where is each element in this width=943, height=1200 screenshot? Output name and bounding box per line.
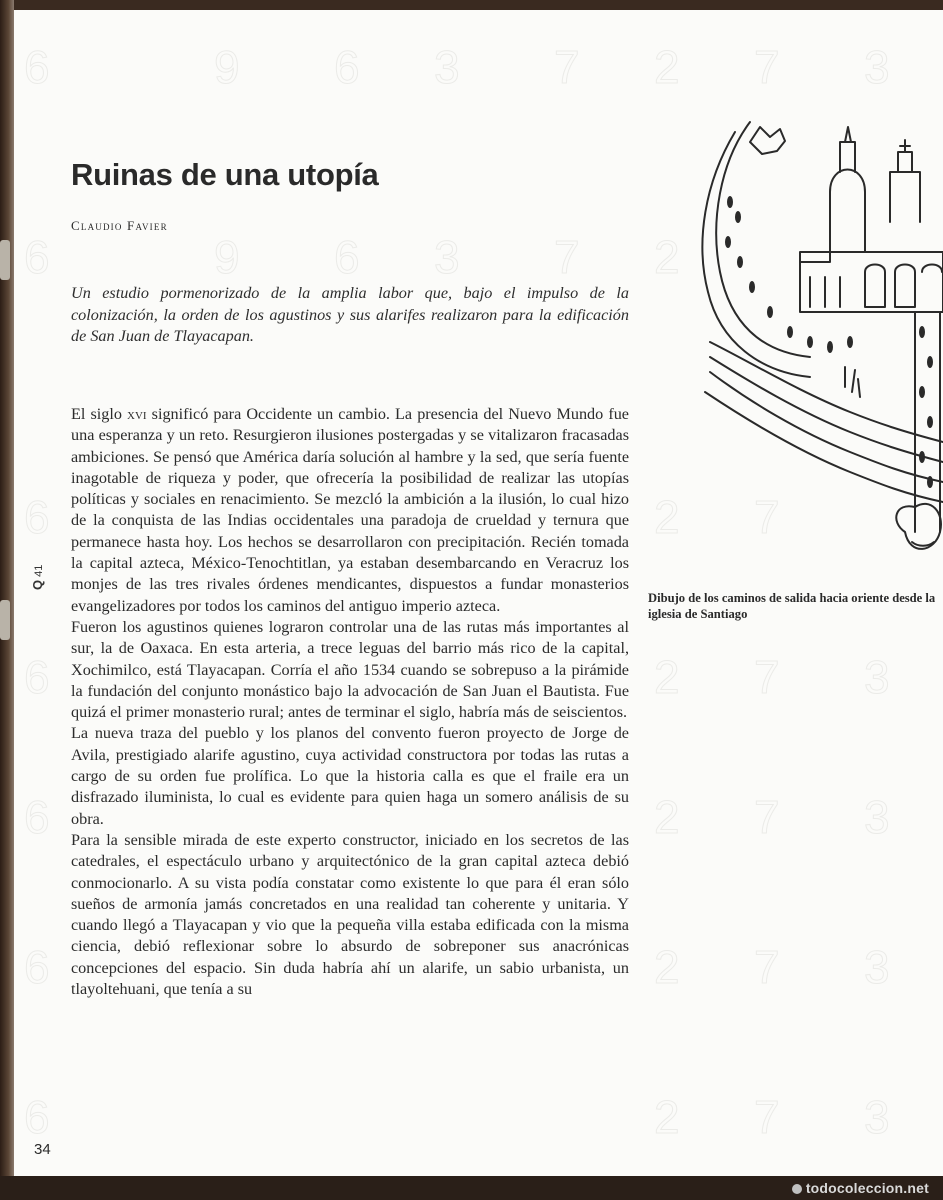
side-marker-number: 41 bbox=[33, 564, 45, 577]
page-edge-shadow bbox=[0, 0, 14, 1200]
watermark bbox=[792, 1180, 929, 1196]
side-marker-letter: Q bbox=[30, 579, 45, 590]
river-bank bbox=[710, 342, 943, 442]
article-author: Claudio Favier bbox=[71, 218, 168, 233]
side-marker bbox=[30, 565, 45, 590]
article-abstract: Un estudio pormenorizado de la amplia labor que, bajo el impulso de la colonización, la orden de los agustinos y sus alarifes realizaron para la edificación de San Juan de Tlayacapan. bbox=[71, 284, 629, 345]
page-number: 34 bbox=[34, 1141, 51, 1158]
body-paragraph: Para la sensible mirada de este experto constructor, iniciado en los secretos de las catedrales, el espectáculo urbano y arquitectónico de la gran capital azteca debió conmocionarlo. A su vista podía constatar como existente lo que para él eran sólo sueños de armonía jamás concretados en una realidad tan coherente y unitaria. Y cuando llegó a Tlayacapan y vio que la pequeña villa estaba edificada con la misma ciencia, debió reflexionar sobre lo absurdo de sobreponer sus anacrónicas concepciones del espacio. Sin duda habría ahí un alarife, un sabio urbanista, un tlayoltehuani, que tenía a su bbox=[71, 830, 629, 999]
binder-clip bbox=[0, 240, 10, 280]
century-numeral: xvi bbox=[127, 405, 147, 423]
background-pattern: 6 9 6 3 7 2 7 3 6 9 6 3 7 2 6 2 7 6 2 7 3 6 2 7 3 6 2 7 3 6 2 7 3 bbox=[24, 41, 890, 1143]
body-paragraph: La nueva traza del pueblo y los planos del convento fueron proyecto de Jorge de Avila, prestigiado alarife agustino, cuya actividad constructora por todas las rutas a cargo de su orden fue prolífica. Lo que la historia calla es que el fraile era un disfrazado iluminista, lo cual es evidente para quien haga un somero análisis de su obra. bbox=[71, 724, 629, 828]
binder-clip bbox=[0, 600, 10, 640]
body-paragraph: Fueron los agustinos quienes lograron controlar una de las rutas más importantes al sur, la de Oaxaca. En esta arteria, a trece leguas del barrio más rico de la capital, Xochimilco, está Tlayacapan. Corría el año 1534 cuando se sobrepuso a la pirámide la fundación del conjunto monástico bajo la advocación de San Juan el Bautista. Fue quizá el primer monasterio rural; antes de terminar el siglo, habría más de seiscientos. bbox=[71, 617, 629, 722]
dragon-head-icon bbox=[750, 127, 785, 154]
article-title: Ruinas de una utopía bbox=[71, 157, 379, 192]
magazine-page bbox=[14, 10, 943, 1176]
paragraph-text: significó para Occidente un cambio. La presencia del Nuevo Mundo fue una esperanza y un reto. Resurgieron ilusiones postergadas y se vitalizaron fracasadas ambiciones. Se pensó que América daría solución al hambre y la sed, que sería fuente inagotable de riqueza y poder, que ofrecería la posibilidad de realizar las utopías políticas y sociales en renacimiento. Se mezcló la ambición a la ilusión, lo cual hizo de la conquista de las Indias occidentales una paradoja de crueldad y ternura que permanece hasta hoy. Los hechos se desarrollaron con precipitación. Recién tomada la capital azteca, México-Tenochtitlan, ya estaban desembarcando en Veracruz los monjes de las tres rivales órdenes mendicantes, dispuestos a fundar monasterios evangelizadores por todos los caminos del antiguo imperio azteca. bbox=[71, 405, 629, 615]
body-paragraph bbox=[71, 404, 629, 617]
church-paths-drawing bbox=[690, 102, 943, 577]
figure-caption: Dibujo de los caminos de salida hacia oriente desde la iglesia de Santiago bbox=[648, 591, 936, 621]
article-body bbox=[71, 404, 629, 1000]
watermark-dot-icon bbox=[792, 1184, 802, 1194]
bottom-bar bbox=[0, 1176, 943, 1200]
paragraph-text: El siglo bbox=[71, 405, 128, 423]
watermark-text: todocoleccion.net bbox=[805, 1180, 929, 1196]
bell-tower bbox=[830, 170, 865, 253]
reeds bbox=[845, 367, 860, 397]
